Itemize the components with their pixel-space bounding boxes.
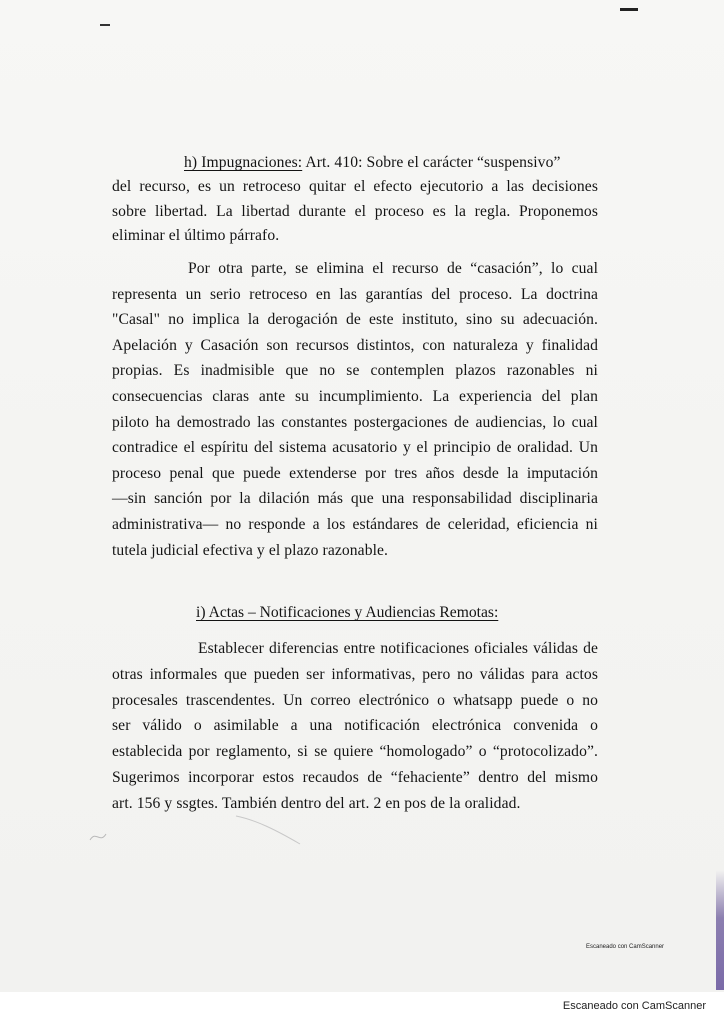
section-h-heading: h) Impugnaciones: [184, 154, 303, 171]
paragraph-line: ser válido o asimilable a una notificación electrónica convenida o [112, 717, 598, 735]
paragraph-line: tutela judicial efectiva y el plazo razonable. [112, 541, 389, 559]
paragraph-line: h) Impugnaciones: Art. 410: Sobre el carácter “suspensivo” [184, 154, 561, 171]
paragraph-line: consecuencias claras ante su incumplimiento. La experiencia del plan [112, 387, 598, 405]
section-i-paragraph-1 [112, 636, 598, 817]
paragraph-line: proceso penal que puede extenderse por tres años desde la imputación [112, 464, 598, 482]
paragraph-line: Sugerimos incorporar estos recaudos de “fehaciente” dentro del mismo [112, 768, 598, 786]
section-i-heading: i) Actas – Notificaciones y Audiencias Remotas: [196, 604, 499, 621]
scan-mark [620, 8, 638, 11]
camscanner-edge-stamp: Escaneado con CamScanner [586, 944, 665, 950]
paragraph-line: "Casal" no implica la derogación de este instituto, sino su adecuación. [112, 311, 598, 329]
paragraph-line: piloto ha demostrado las constantes postergaciones de audiencias, lo cual [112, 413, 598, 431]
paragraph-line: propias. Es inadmisible que no se contemplen plazos razonables ni [112, 362, 598, 380]
paragraph-line: art. 156 y ssgtes. También dentro del art. 2 en pos de la oralidad. [112, 794, 521, 812]
paragraph-line: del recurso, es un retroceso quitar el efecto ejecutorio a las decisiones [112, 178, 598, 196]
paragraph-line: administrativa— no responde a los estándares de celeridad, eficiencia ni [112, 515, 598, 533]
paragraph-line: Establecer diferencias entre notificaciones oficiales válidas de [198, 640, 598, 657]
paragraph-line: Apelación y Casación son recursos distintos, con naturaleza y finalidad [112, 336, 598, 354]
paragraph-line: sobre libertad. La libertad durante el proceso es la regla. Proponemos [112, 202, 598, 220]
scan-edge-stripe [716, 870, 724, 990]
paragraph-line: eliminar el último párrafo. [112, 226, 280, 244]
scan-mark [100, 24, 110, 26]
paragraph-line: otras informales que pueden ser informativas, pero no válidas para actos [112, 665, 598, 683]
paragraph-line: —sin sanción por la dilación más que una responsabilidad disciplinaria [112, 490, 598, 508]
paragraph-line: procesales trascendentes. Un correo electrónico o whatsapp puede o no [112, 691, 598, 709]
section-h-paragraph-1 [112, 151, 598, 248]
camscanner-watermark: Escaneado con CamScanner [562, 1000, 706, 1012]
paragraph-line: Por otra parte, se elimina el recurso de “casación”, lo cual [188, 260, 598, 277]
paragraph-line: contradice el espíritu del sistema acusatorio y el principio de oralidad. Un [112, 439, 598, 457]
section-h-paragraph-2 [112, 256, 598, 563]
paragraph-line: representa un serio retroceso en las garantías del proceso. La doctrina [112, 285, 598, 303]
pencil-scribble-mark [86, 810, 306, 850]
paragraph-line: establecida por reglamento, si se quiere “homologado” o “protocolizado”. [112, 743, 598, 761]
